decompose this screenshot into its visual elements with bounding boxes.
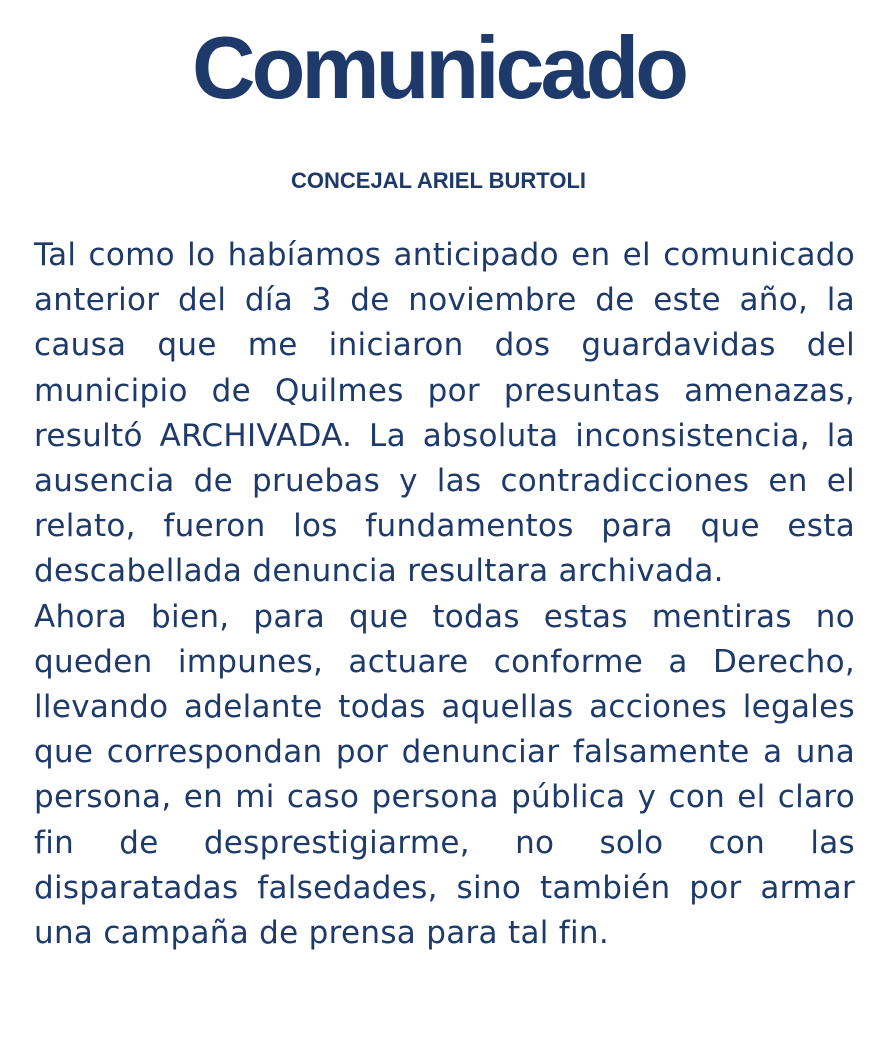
document-body xyxy=(34,233,855,956)
document-title: Comunicado xyxy=(192,18,685,117)
body-paragraph-2: Ahora bien, para que todas estas mentiras no queden impunes, actuare conforme a Derecho, llevando adelante todas aquellas acciones legales que correspondan por denunciar falsamente a una persona, en mi caso persona pública y con el claro fin de desprestigiarme, no solo con las disparatadas falsedades, sino también por armar una campaña de prensa para tal fin. xyxy=(34,598,855,952)
body-paragraph-1: Tal como lo habíamos anticipado en el comunicado anterior del día 3 de noviembre de este año, la causa que me iniciaron dos guardavidas del municipio de Quilmes por presuntas amenazas, resultó ARCHIVADA. La absoluta inconsistencia, la ausencia de pruebas y las contradicciones en el relato, fueron los fundamentos para que esta descabellada denuncia resultara archivada. xyxy=(34,237,855,590)
document-subtitle: CONCEJAL ARIEL BURTOLI xyxy=(291,168,586,193)
